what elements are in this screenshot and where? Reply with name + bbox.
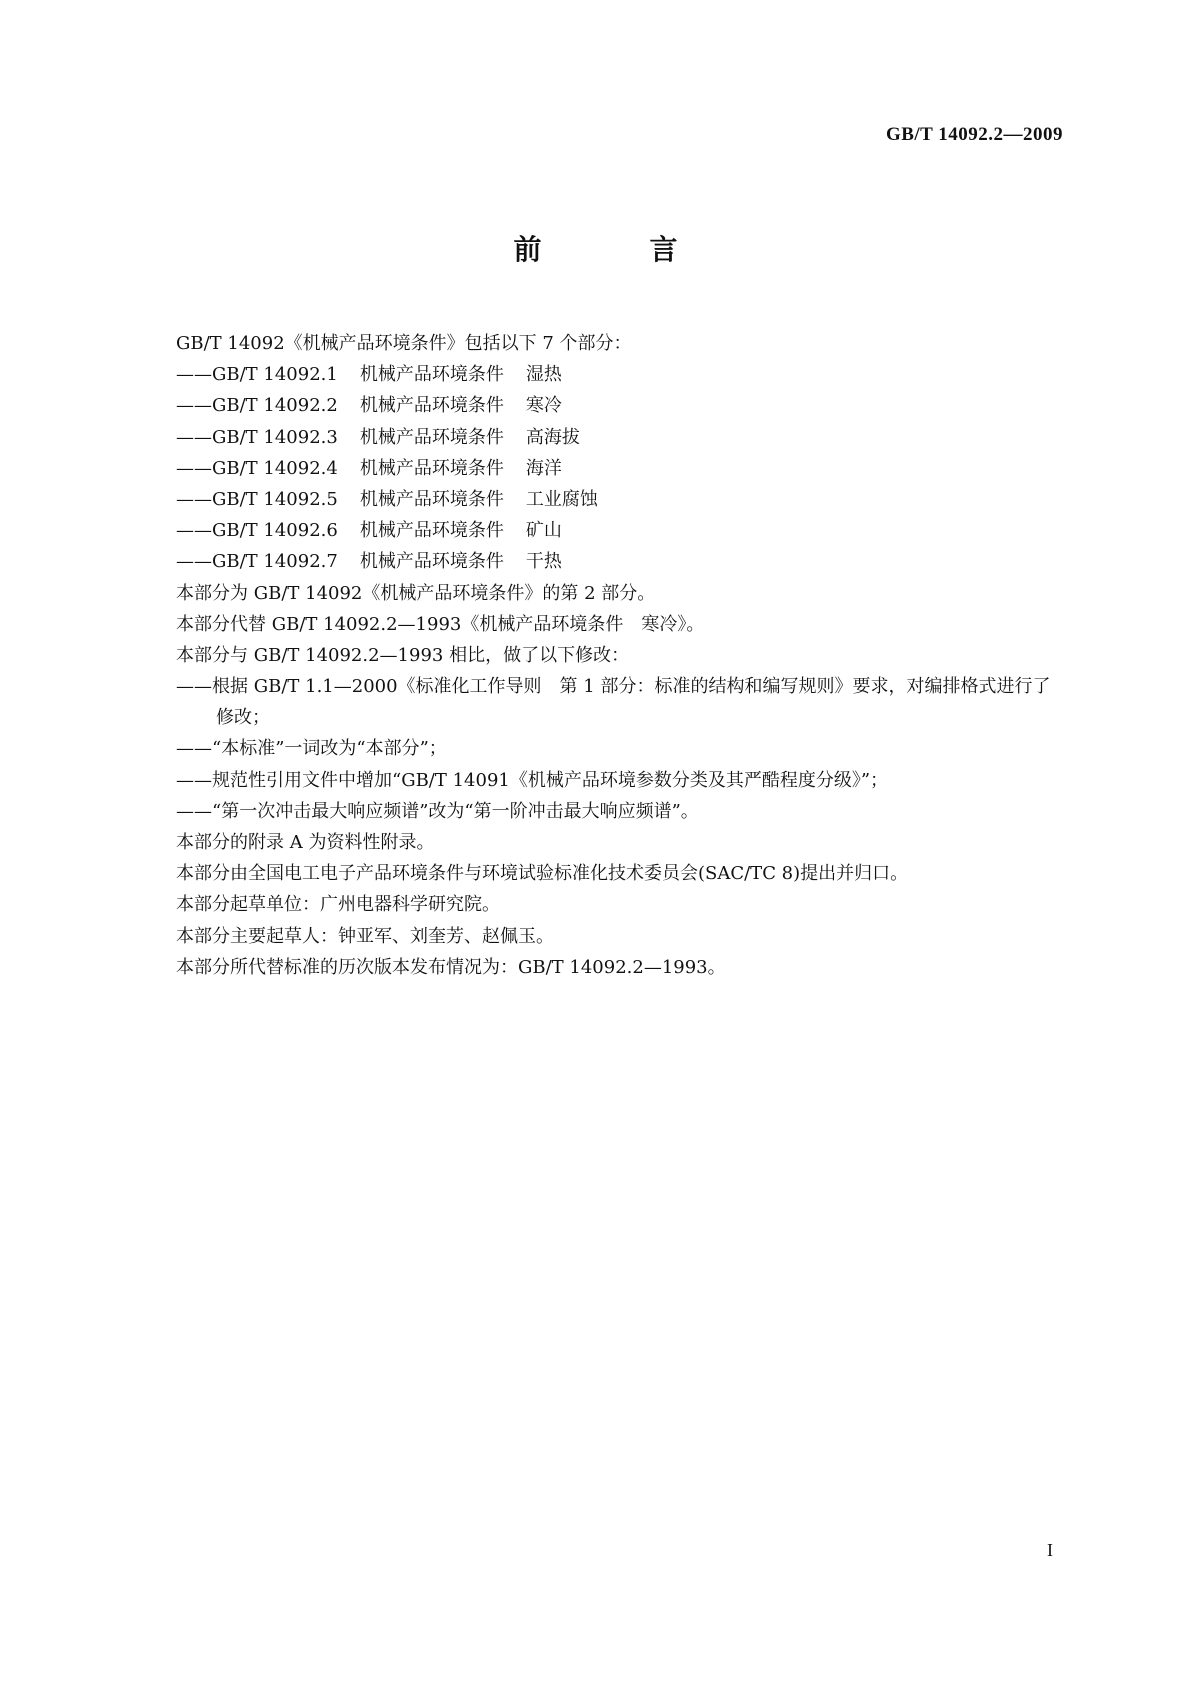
appendix-statement: 本部分的附录 A 为资料性附录。 <box>176 832 435 854</box>
part-code: ——GB/T 14092.2 <box>176 395 338 417</box>
part-code: ——GB/T 14092.5 <box>176 488 338 510</box>
change-item: ——“本标准”一词改为“本部分”； <box>176 738 447 760</box>
part-name: 机械产品环境条件 <box>359 364 504 386</box>
drafters-statement: 本部分主要起草人：钟亚军、刘奎芳、赵佩玉。 <box>176 925 554 947</box>
part-list-item <box>176 546 1066 577</box>
part-code: ——GB/T 14092.7 <box>176 551 338 573</box>
part-topic: 矿山 <box>525 520 562 542</box>
document-body <box>176 328 1066 983</box>
part-name: 机械产品环境条件 <box>359 457 504 479</box>
part-topic: 湿热 <box>525 364 562 386</box>
part-name: 机械产品环境条件 <box>359 426 504 448</box>
part-code: ——GB/T 14092.4 <box>176 457 338 479</box>
part-code: ——GB/T 14092.6 <box>176 520 338 542</box>
page-title: 前 言 <box>513 233 718 266</box>
proposer-statement: 本部分由全国电工电子产品环境条件与环境试验标准化技术委员会(SAC/TC 8)提出并归口。 <box>176 863 909 885</box>
history-statement: 本部分所代替标准的历次版本发布情况为：GB/T 14092.2—1993。 <box>176 956 726 978</box>
changes-intro: 本部分与 GB/T 14092.2—1993 相比，做了以下修改： <box>176 644 630 666</box>
part-name: 机械产品环境条件 <box>359 551 504 573</box>
part-list-item <box>176 422 1066 453</box>
part-name: 机械产品环境条件 <box>359 520 504 542</box>
part-topic: 工业腐蚀 <box>525 488 598 510</box>
change-item: ——规范性引用文件中增加“GB/T 14091《机械产品环境参数分类及其严酷程度分级》”； <box>176 769 889 791</box>
change-item: ——“第一次冲击最大响应频谱”改为“第一阶冲击最大响应频谱”。 <box>176 800 699 822</box>
part-list-item <box>176 484 1066 515</box>
page-number: I <box>1047 1540 1053 1560</box>
part-list-item <box>176 515 1066 546</box>
change-item: ——根据 GB/T 1.1—2000《标准化工作导则 第 1 部分：标准的结构和编写规则》要求，对编排格式进行了修改； <box>176 676 1051 729</box>
part-of-statement: 本部分为 GB/T 14092《机械产品环境条件》的第 2 部分。 <box>176 582 656 604</box>
part-list-item <box>176 359 1066 390</box>
part-topic: 干热 <box>525 551 562 573</box>
part-list-item <box>176 453 1066 484</box>
drafting-unit-statement: 本部分起草单位：广州电器科学研究院。 <box>176 894 500 916</box>
part-topic: 高海拔 <box>525 426 580 448</box>
intro-paragraph: GB/T 14092《机械产品环境条件》包括以下 7 个部分： <box>176 333 632 354</box>
part-code: ——GB/T 14092.1 <box>176 364 338 386</box>
replaces-statement: 本部分代替 GB/T 14092.2—1993《机械产品环境条件 寒冷》。 <box>176 613 705 635</box>
part-topic: 海洋 <box>525 457 562 479</box>
part-list-item <box>176 390 1066 421</box>
part-topic: 寒冷 <box>525 395 562 417</box>
part-name: 机械产品环境条件 <box>359 488 504 510</box>
standard-code: GB/T 14092.2—2009 <box>885 124 1063 145</box>
part-name: 机械产品环境条件 <box>359 395 504 417</box>
part-code: ——GB/T 14092.3 <box>176 426 338 448</box>
